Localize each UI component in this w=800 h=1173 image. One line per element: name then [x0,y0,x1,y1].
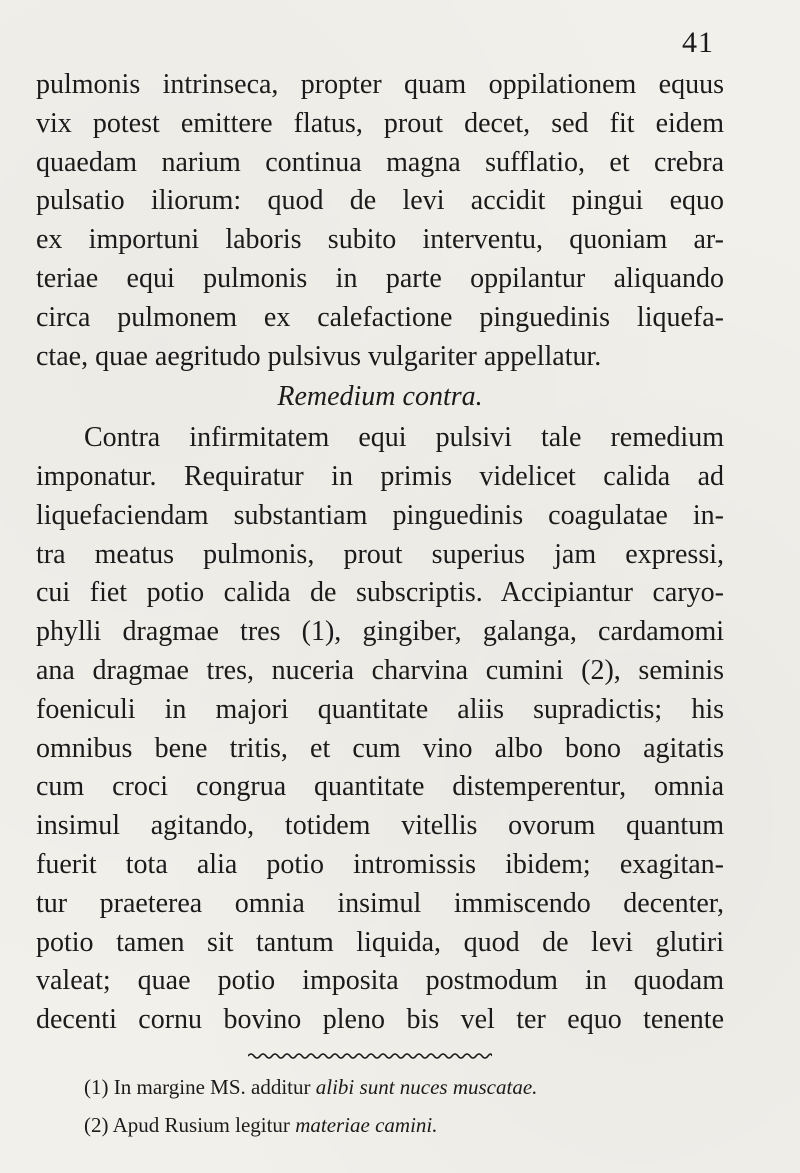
footnote-italic: materiae camini. [295,1113,438,1137]
text-line: ex importuni laboris subito interventu, quoniam ar- [36,224,724,256]
text-line: fuerit tota alia potio intromissis ibidem; exagitan- [36,848,724,880]
footnote-text: Apud Rusium legitur [112,1113,290,1137]
text-line: ana dragmae tres, nuceria charvina cumini (2), seminis [36,654,724,686]
text-line: foeniculi in majori quantitate aliis supradictis; his [36,693,724,725]
footnote-1 [84,1068,724,1106]
body-text [36,66,724,1040]
text-line: pulsatio iliorum: quod de levi accidit pingui equo [36,185,724,217]
text-line: decenti cornu bovino pleno bis vel ter equo tenente [36,1004,724,1036]
text-line: cum croci congrua quantitate distemperentur, omnia [36,771,724,803]
text-line: teriae equi pulmonis in parte oppilantur aliquando [36,262,724,294]
text-line: potio tamen sit tantum liquida, quod de levi glutiri [36,926,724,958]
page-number: 41 [682,26,714,59]
footnote-mark: (2) [84,1113,109,1137]
footnote-text: In margine MS. additur [113,1075,311,1099]
text-line: phylli dragmae tres (1), gingiber, galanga, cardamomi [36,616,724,648]
footnote-2 [84,1106,724,1144]
text-line: circa pulmonem ex calefactione pinguedinis liquefa- [36,301,724,333]
footnote-italic: alibi sunt nuces muscatae. [315,1075,538,1099]
section-heading: Remedium contra. [277,381,483,413]
text-line: tur praeterea omnia insimul immiscendo decenter, [36,887,724,919]
footnote-divider [248,1052,492,1060]
text-line: ctae, quae aegritudo pulsivus vulgariter appellatur. [36,340,602,372]
text-line: tra meatus pulmonis, prout superius jam expressi, [36,538,724,570]
text-line: Contra infirmitatem equi pulsivi tale remedium [84,422,724,454]
text-line: vix potest emittere flatus, prout decet, sed fit eidem [36,107,724,139]
text-line: insimul agitando, totidem vitellis ovorum quantum [36,810,724,842]
paragraph-2 [36,419,724,1040]
paragraph-1 [36,66,724,376]
text-line: liquefaciendam substantiam pinguedinis coagulatae in- [36,499,724,531]
text-line: omnibus bene tritis, et cum vino albo bono agitatis [36,732,724,764]
text-line: quaedam narium continua magna sufflatio, et crebra [36,146,724,178]
text-line: imponatur. Requiratur in primis videlicet calida ad [36,460,724,492]
text-line: pulmonis intrinseca, propter quam oppilationem equus [36,69,724,100]
text-line: valeat; quae potio imposita postmodum in quodam [36,965,724,997]
text-line: cui fiet potio calida de subscriptis. Accipiantur caryo- [36,577,724,609]
footnote-mark: (1) [84,1075,109,1099]
footnotes [84,1068,724,1144]
